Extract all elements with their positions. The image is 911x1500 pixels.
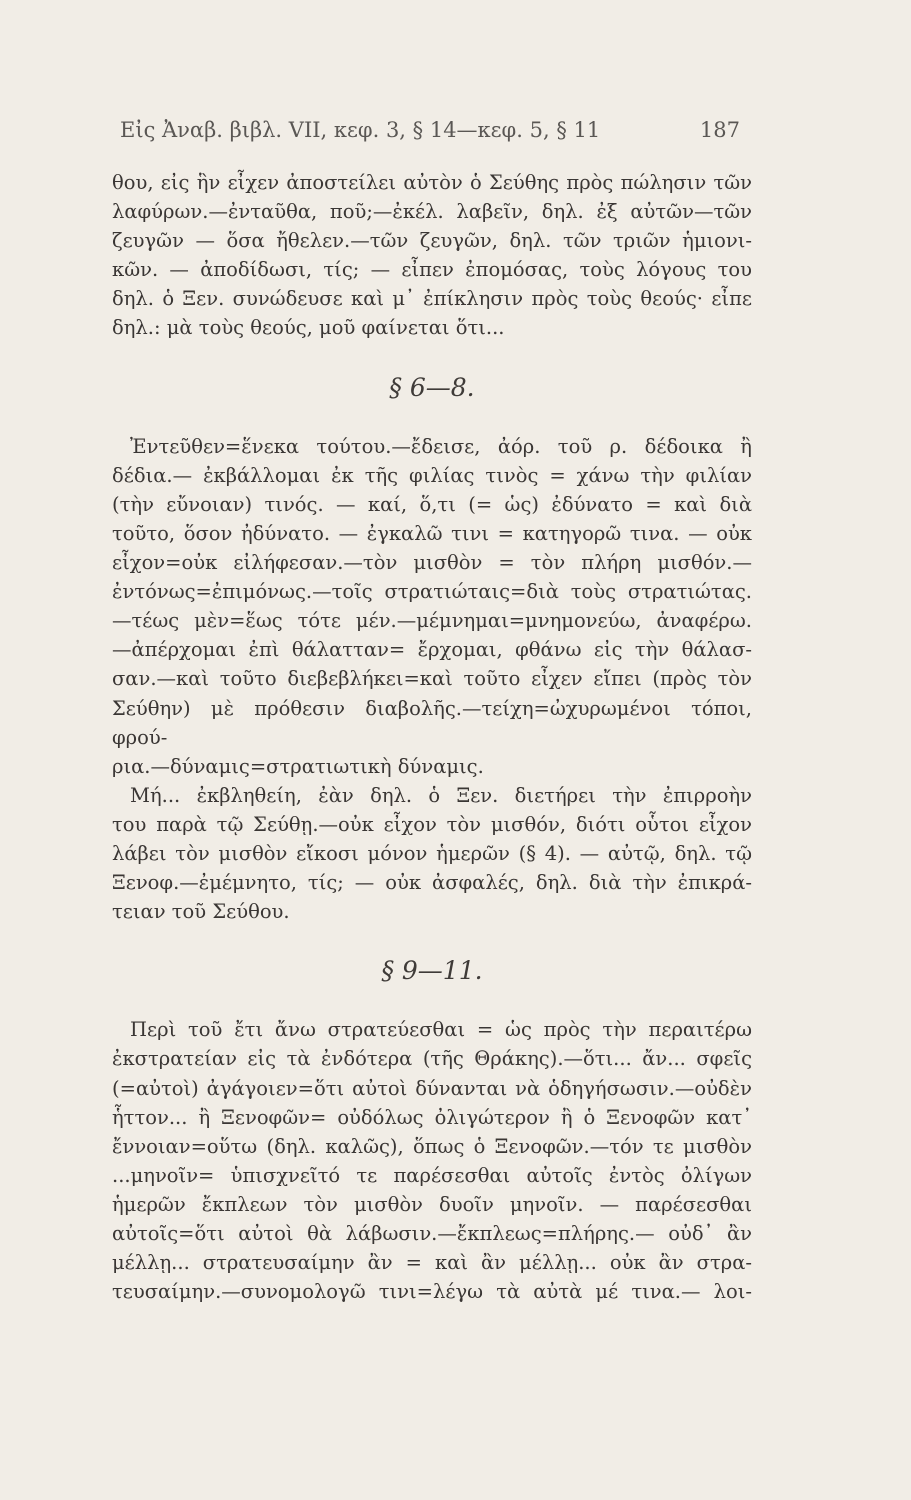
text-line: τευσαίμην.—συνομολογῶ τινι=λέγω τὰ αὐτὰ μέ τινα.— λοι- [112,1280,752,1304]
text-line: ἐκστρατείαν εἰς τὰ ἐνδότερα (τῆς Θράκης).—ὅτι... ἄν... σφεῖς [112,1047,752,1071]
text-line: του παρὰ τῷ Σεύθῃ.—οὐκ εἶχον τὸν μισθόν, διότι οὗτοι εἶχον [112,812,752,836]
section-heading: § 6—8. [389,372,475,402]
text-line: αὐτοῖς=ὅτι αὐτοὶ θὰ λάβωσιν.—ἔκπλεως=πλήρης.— οὐδ᾽ ἂν [112,1222,752,1245]
text-line: ἔννοιαν=οὕτω (δηλ. καλῶς), ὅπως ὁ Ξενοφῶν.—τόν τε μισθὸν [112,1134,752,1158]
commentary-text [112,168,752,1306]
section-6-8 [112,432,752,781]
page-number: 187 [699,118,740,142]
section-6-8-continued [112,781,752,926]
text-line: —τέως μὲν=ἕως τότε μέν.—μέμνημαι=μνημονεύω, ἀναφέρω. [112,609,752,633]
text-line: —ἀπέρχομαι ἐπὶ θάλατταν= ἔρχομαι, φθάνω εἰς τὴν θάλασ- [112,638,752,662]
text-line: ἧττον... ἢ Ξενοφῶν= οὐδόλως ὀλιγώτερον ἢ ὁ Ξενοφῶν κατ᾽ [112,1105,752,1129]
text-line: δέδια.— ἐκβάλλομαι ἐκ τῆς φιλίας τινὸς = χάνω τὴν φιλίαν [112,463,752,487]
text-line: δηλ. ὁ Ξεν. συνώδευσε καὶ μ᾽ ἐπίκλησιν πρὸς τοὺς θεούς· εἶπε [112,287,752,311]
header-title: Εἰς Ἀναβ. βιβλ. VII, κεφ. 3, § 14—κεφ. 5, § 11 [120,118,601,142]
section-9-11 [112,1015,752,1306]
text-line: ρια.—δύναμις=στρατιωτικὴ δύναμις. [112,754,484,778]
text-line: ...μηνοῖν= ὑπισχνεῖτό τε παρέσεσθαι αὐτοῖς ἐντὸς ὀλίγων [112,1163,752,1187]
text-line: λάβει τὸν μισθὸν εἴκοσι μόνον ἡμερῶν (§ 4). — αὐτῷ, δηλ. τῷ [112,841,752,865]
text-line: δηλ.: μὰ τοὺς θεούς, μοῦ φαίνεται ὅτι... [112,316,505,340]
text-line: Ἐντεῦθεν=ἕνεκα τούτου.—ἔδεισε, ἀόρ. τοῦ ρ. δέδοικα ἢ [130,434,752,458]
text-line: μέλλῃ... στρατευσαίμην ἂν = καὶ ἂν μέλλῃ... οὐκ ἂν στρα- [112,1251,752,1275]
text-line: τειαν τοῦ Σεύθου. [112,900,290,924]
text-line: ἡμερῶν ἔκπλεων τὸν μισθὸν δυοῖν μηνοῖν. — παρέσεσθαι [112,1192,752,1216]
text-line: ἐντόνως=ἐπιμόνως.—τοῖς στρατιώταις=διὰ τοὺς στρατιώτας. [112,580,752,604]
text-line: τοῦτο, ὅσον ἠδύνατο. — ἐγκαλῶ τινι = κατηγορῶ τινα. — οὐκ [112,521,752,545]
text-line: Ξενοφ.—ἐμέμνητο, τίς; — οὐκ ἀσφαλές, δηλ. διὰ τὴν ἐπικρά- [112,871,752,895]
text-line: ζευγῶν — ὅσα ἤθελεν.—τῶν ζευγῶν, δηλ. τῶν τριῶν ἡμιονι- [112,229,752,253]
section-heading: § 9—11. [381,956,483,986]
text-line: κῶν. — ἀποδίδωσι, τίς; — εἶπεν ἐπομόσας, τοὺς λόγους του [112,258,752,282]
text-line: Σεύθην) μὲ πρόθεσιν διαβολῆς.—τείχη=ὠχυρωμένοι τόποι, φρού- [112,696,752,749]
section-continuation [112,168,752,343]
text-line: σαν.—καὶ τοῦτο διεβεβλήκει=καὶ τοῦτο εἶχεν εἴπει (πρὸς τὸν [112,667,752,691]
text-line: θου, εἰς ἣν εἶχεν ἀποστείλει αὐτὸν ὁ Σεύθης πρὸς πώλησιν τῶν [112,171,752,194]
text-line: Μή... ἐκβληθείη, ἐὰν δηλ. ὁ Ξεν. διετήρει τὴν ἐπιρροὴν [130,783,752,807]
text-line: (τὴν εὔνοιαν) τινός. — καί, ὅ,τι (= ὡς) ἐδύνατο = καὶ διὰ [112,492,752,516]
text-line: λαφύρων.—ἐνταῦθα, ποῦ;—ἐκέλ. λαβεῖν, δηλ. ἐξ αὐτῶν—τῶν [112,200,752,224]
text-line: εἶχον=οὐκ εἰλήφεσαν.—τὸν μισθὸν = τὸν πλήρη μισθόν.— [112,551,752,575]
text-line: Περὶ τοῦ ἔτι ἄνω στρατεύεσθαι = ὡς πρὸς τὴν περαιτέρω [130,1018,752,1042]
text-line: (=αὐτοὶ) ἀγάγοιεν=ὅτι αὐτοὶ δύνανται νὰ ὁδηγήσωσιν.—οὐδὲν [112,1076,752,1100]
